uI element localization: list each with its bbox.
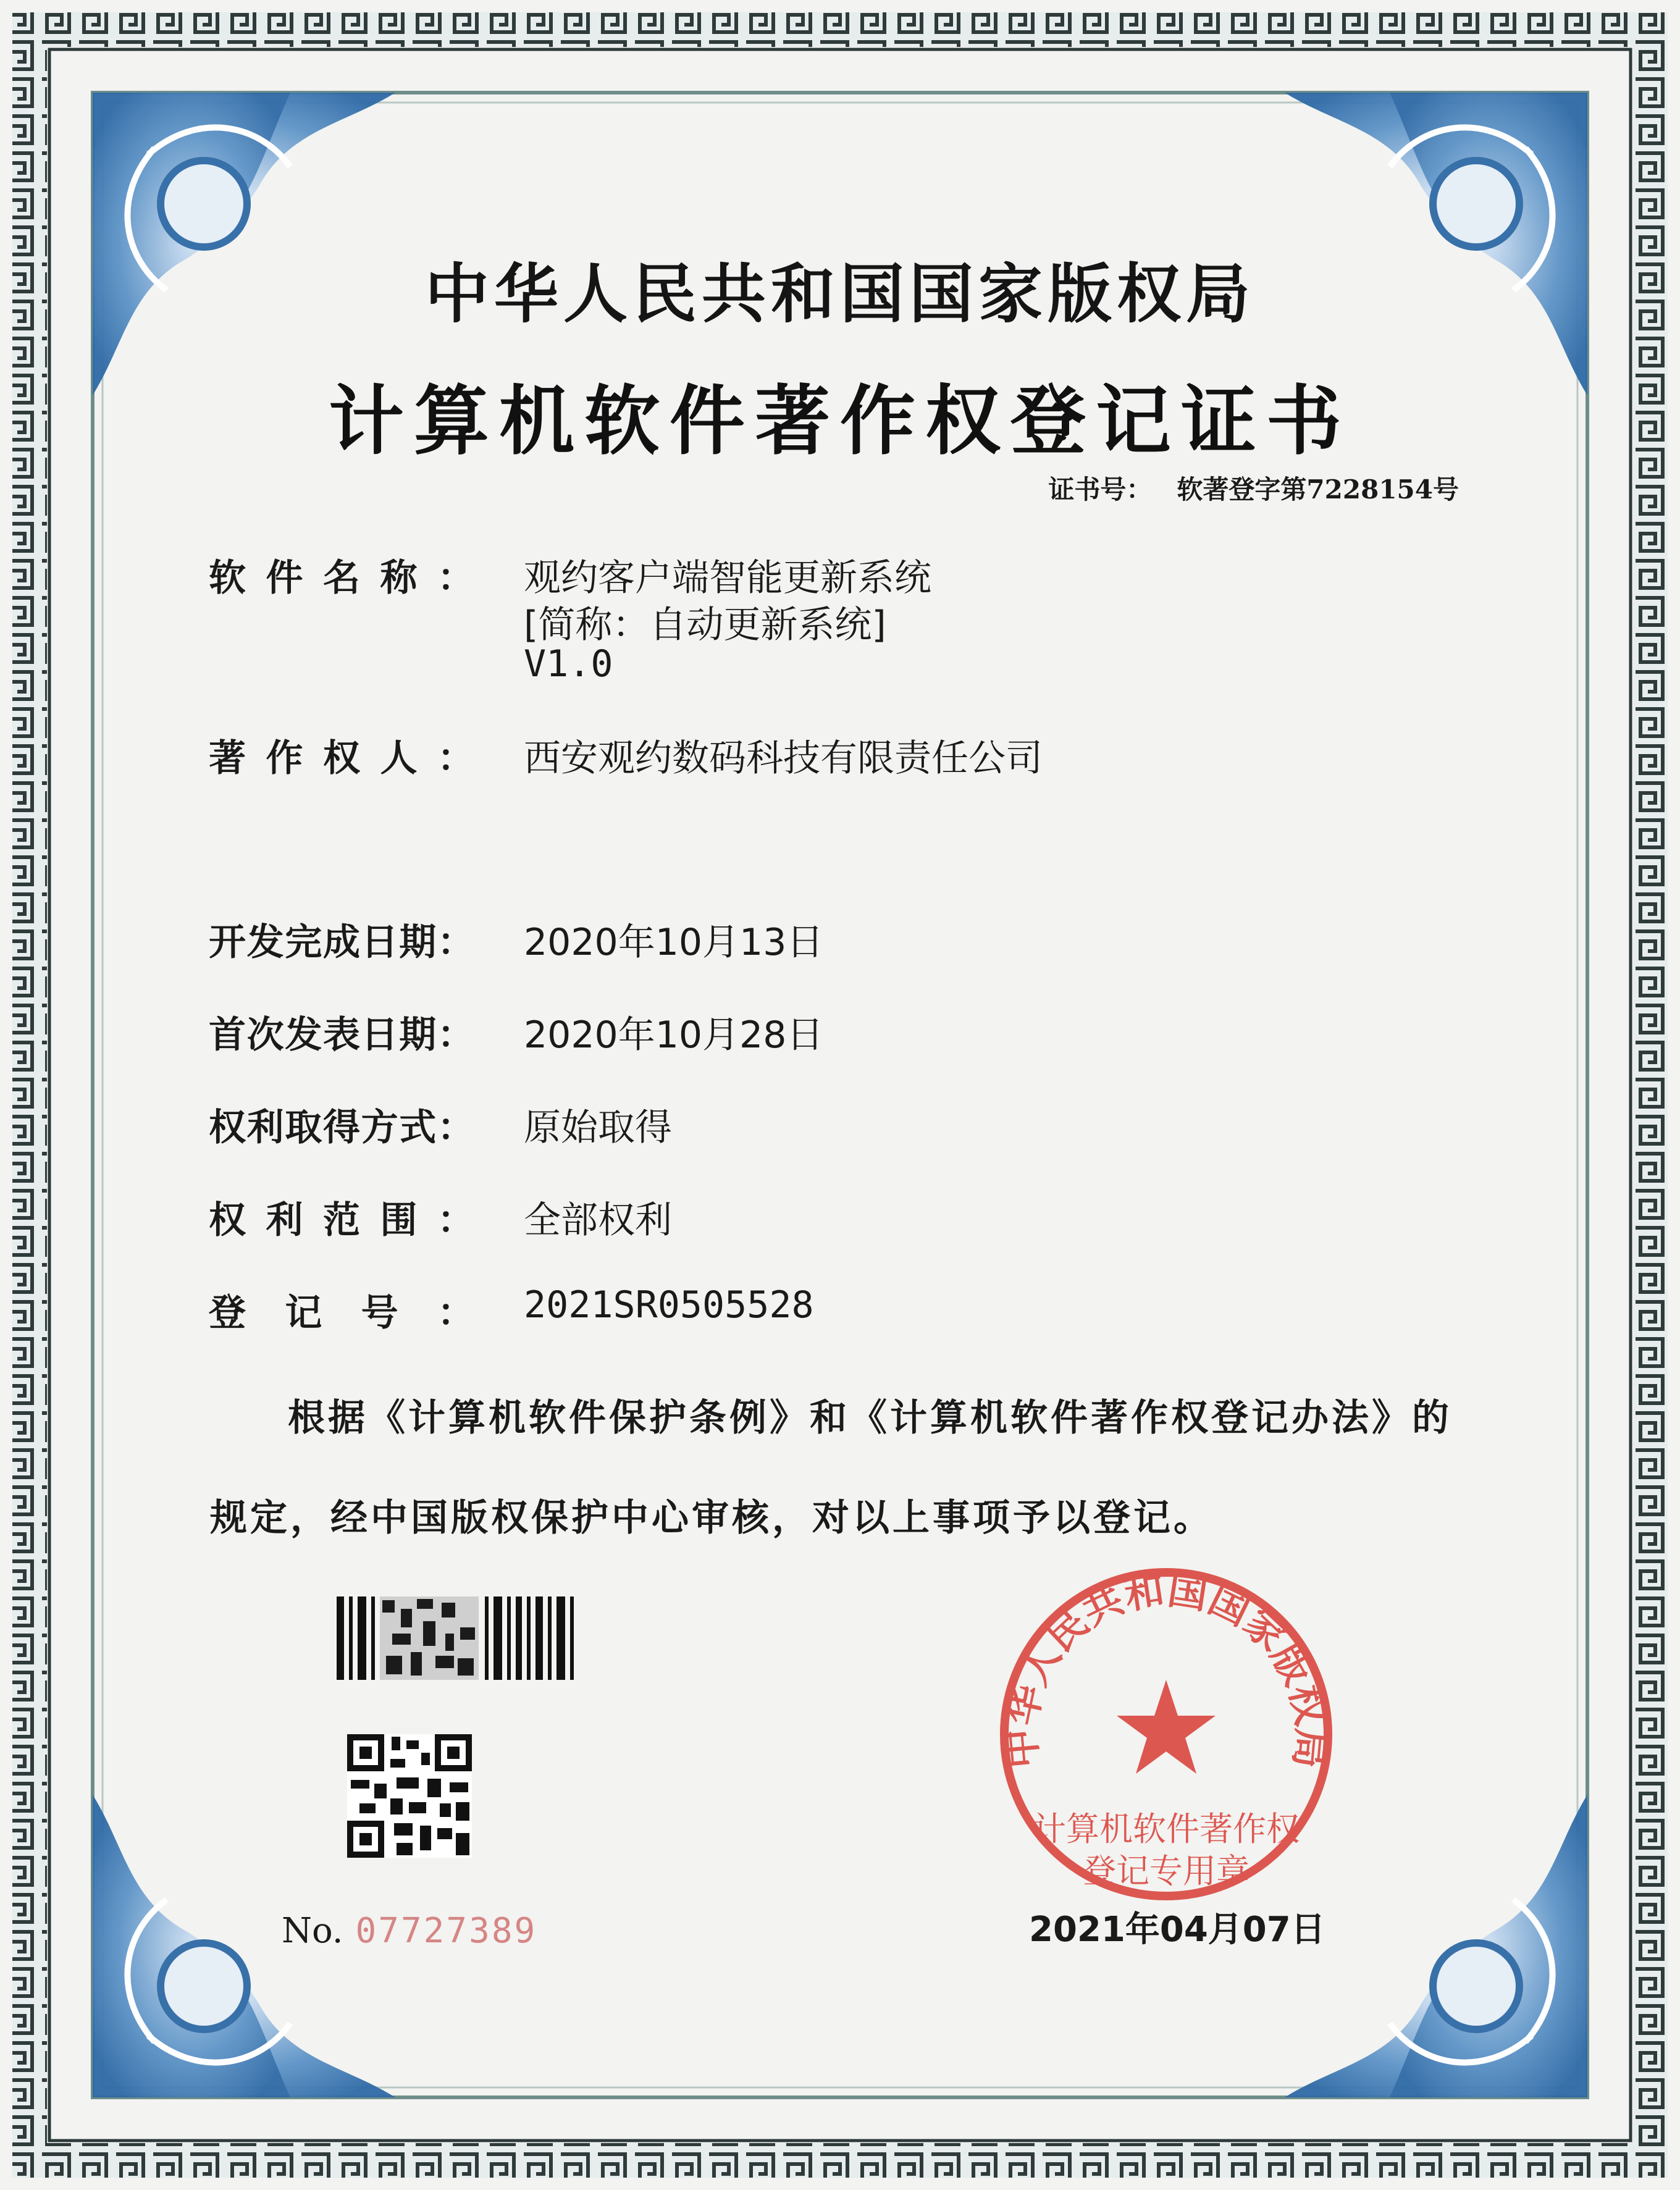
software-name-label: 软 件 名 称 ： bbox=[209, 556, 474, 600]
software-version: V1.0 bbox=[524, 642, 613, 686]
issue-date: 2021年04月07日 bbox=[1029, 1910, 1325, 1950]
software-name-line2: [简称：自动更新系统] bbox=[524, 603, 886, 647]
certificate-number-label: 证书号： bbox=[1048, 474, 1153, 505]
certificate-number bbox=[1048, 469, 1459, 506]
statement-line2: 规定，经中国版权保护中心审核，对以上事项予以登记。 bbox=[210, 1496, 1214, 1540]
qr-code bbox=[347, 1734, 472, 1858]
certificate-number-value: 软著登字第7228154号 bbox=[1177, 474, 1459, 505]
completion-date-value: 2020年10月13日 bbox=[524, 921, 824, 964]
acquisition-method-label: 权 利 取 得 方 式 ： bbox=[209, 1106, 474, 1149]
corner-ornament-bottom-right bbox=[1285, 1795, 1587, 2097]
official-seal bbox=[998, 1567, 1334, 1896]
statement-line1: 根据《计算机软件保护条例》和《计算机软件著作权登记办法》的 bbox=[288, 1396, 1452, 1440]
serial-value: 07727389 bbox=[355, 1911, 537, 1951]
seal-arc-text: 中华人民共和国国家版权局 bbox=[998, 1567, 1334, 1771]
acquisition-method-value: 原始取得 bbox=[524, 1106, 672, 1149]
first-publication-date-label: 首 次 发 表 日 期 ： bbox=[209, 1013, 474, 1057]
copyright-owner-value: 西安观约数码科技有限责任公司 bbox=[524, 737, 1043, 780]
serial-number bbox=[282, 1911, 537, 1951]
seal-text-line2: 登记专用章 bbox=[1083, 1852, 1250, 1890]
seal-text-line1: 计算机软件著作权 bbox=[1033, 1810, 1300, 1848]
issuing-agency: 中华人民共和国国家版权局 bbox=[424, 256, 1255, 332]
seal-star-icon bbox=[1117, 1680, 1216, 1774]
rights-scope-value: 全部权利 bbox=[524, 1199, 672, 1242]
first-publication-date-value: 2020年10月28日 bbox=[524, 1013, 824, 1057]
barcode bbox=[337, 1596, 574, 1680]
certificate-title: 计算机软件著作权登记证书 bbox=[329, 376, 1351, 465]
completion-date-label: 开 发 完 成 日 期 ： bbox=[209, 921, 474, 964]
registration-number-label: 登 记 号 ： bbox=[209, 1291, 474, 1335]
registration-number-value: 2021SR0505528 bbox=[524, 1283, 814, 1327]
rights-scope-label: 权 利 范 围 ： bbox=[209, 1199, 474, 1242]
copyright-owner-label: 著 作 权 人 ： bbox=[209, 737, 474, 780]
software-name-line1: 观约客户端智能更新系统 bbox=[524, 556, 931, 600]
serial-prefix: No. bbox=[282, 1911, 343, 1951]
